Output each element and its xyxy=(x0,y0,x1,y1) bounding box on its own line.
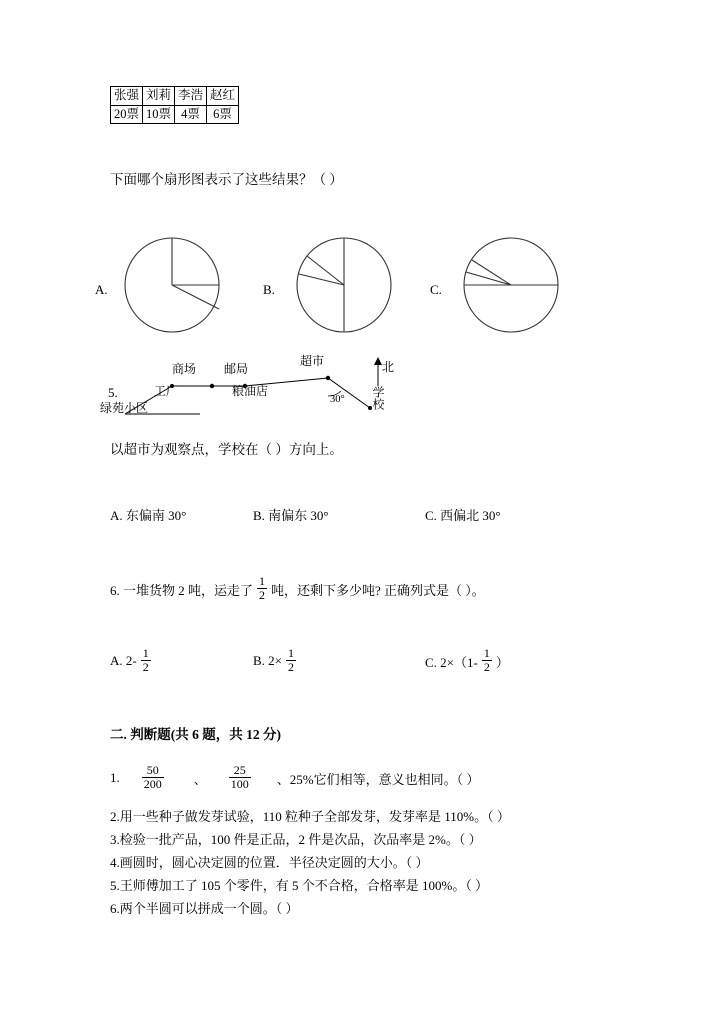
fraction-denominator: 2 xyxy=(142,659,149,674)
direction-question-text: 以超市为观察点，学校在（ ）方向上。 xyxy=(110,442,343,457)
fraction-numerator: 50 xyxy=(146,763,159,777)
map-label-post: 邮局 xyxy=(224,362,249,376)
pie-question-text: 下面哪个扇形图表示了这些结果？（ ） xyxy=(110,172,343,187)
option-c-suffix: ） xyxy=(495,654,509,670)
pie-option-b[interactable] xyxy=(263,230,433,340)
item-1-separator-1: 、 xyxy=(193,771,207,787)
map-label-supermarket: 超市 xyxy=(300,354,325,368)
item-1-fraction-1 xyxy=(142,764,164,790)
map-label-north: 北 xyxy=(382,360,395,374)
fraction-denominator: 200 xyxy=(143,776,162,791)
vote-cell-1: 10票 xyxy=(143,105,175,124)
fraction-numerator: 1 xyxy=(142,646,149,660)
table-row xyxy=(111,105,239,124)
true-false-item-2[interactable]: 2.用一些种子做发芽试验，110 粒种子全部发芽，发芽率是 110%。（ ） xyxy=(110,809,510,824)
pie-chart-a xyxy=(115,230,235,340)
question-6-option-b[interactable] xyxy=(253,648,300,674)
question-6-fraction xyxy=(257,575,267,601)
vote-table xyxy=(110,86,239,124)
question-6-suffix: 吨，还剩下多少吨? 正确列式是（ ）。 xyxy=(271,582,485,598)
direction-option-a[interactable]: A. 东偏南 30° xyxy=(110,508,187,523)
pie-chart-c xyxy=(454,230,574,340)
map-label-community: 绿苑小区 xyxy=(100,401,149,415)
pie-option-c-label: C. xyxy=(430,282,442,297)
map-label-school: 学校 xyxy=(371,386,385,410)
true-false-item-3[interactable]: 3.检验一批产品，100 件是正品，2 件是次品，次品率是 2%。（ ） xyxy=(110,832,482,847)
direction-option-b[interactable]: B. 南偏东 30° xyxy=(253,508,329,523)
question-6-option-c[interactable] xyxy=(425,648,509,674)
map-label-factory: 工厂 xyxy=(154,384,179,398)
fraction-numerator: 25 xyxy=(233,763,246,777)
name-cell-1: 刘莉 xyxy=(143,87,175,106)
question-6 xyxy=(110,576,485,602)
section-2-title: 二. 判断题(共 6 题，共 12 分) xyxy=(110,727,281,742)
vote-cell-2: 4票 xyxy=(175,105,207,124)
direction-option-c[interactable]: C. 西偏北 30° xyxy=(425,508,501,523)
fraction-numerator: 1 xyxy=(483,646,490,660)
map-question-number: 5. xyxy=(108,385,118,400)
fraction-numerator: 1 xyxy=(288,646,295,660)
fraction-denominator: 2 xyxy=(259,587,266,602)
item-1-fraction-2 xyxy=(229,764,251,790)
pie-option-b-label: B. xyxy=(263,282,275,297)
name-cell-0: 张强 xyxy=(111,87,143,106)
pie-chart-b xyxy=(287,230,407,340)
true-false-item-1[interactable] xyxy=(110,765,479,791)
map-label-mall: 商场 xyxy=(172,362,197,376)
option-a-fraction xyxy=(141,647,151,673)
vote-cell-0: 20票 xyxy=(111,105,143,124)
pie-option-c[interactable] xyxy=(430,230,600,340)
option-b-fraction xyxy=(286,647,296,673)
true-false-item-4[interactable]: 4.画圆时，圆心决定圆的位置．半径决定圆的大小。（ ） xyxy=(110,855,429,870)
map-label-angle: 30° xyxy=(330,394,345,405)
option-c-fraction xyxy=(482,647,492,673)
option-c-prefix: C. 2×（1- xyxy=(425,654,478,670)
pie-option-a-label: A. xyxy=(95,282,108,297)
fraction-denominator: 2 xyxy=(483,659,490,674)
pie-options-row xyxy=(95,230,625,340)
map-figure xyxy=(60,352,480,422)
fraction-denominator: 2 xyxy=(288,659,295,674)
true-false-item-6[interactable]: 6.两个半圆可以拼成一个圆。（ ） xyxy=(110,901,299,916)
item-1-tail: 、25%它们相等，意义也相同。（ ） xyxy=(276,771,480,787)
question-6-option-a[interactable] xyxy=(110,648,155,674)
fraction-numerator: 1 xyxy=(259,574,266,588)
option-b-prefix: B. 2× xyxy=(253,653,283,669)
vote-cell-3: 6票 xyxy=(207,105,239,124)
map-label-grain-shop: 粮油店 xyxy=(232,384,269,398)
table-row xyxy=(111,87,239,106)
fraction-denominator: 100 xyxy=(230,776,249,791)
option-a-prefix: A. 2- xyxy=(110,653,137,669)
true-false-item-5[interactable]: 5.王师傅加工了 105 个零件，有 5 个不合格，合格率是 100%。（ ） xyxy=(110,878,489,893)
name-cell-2: 李浩 xyxy=(175,87,207,106)
pie-option-a[interactable] xyxy=(95,230,255,340)
name-cell-3: 赵红 xyxy=(207,87,239,106)
item-1-index: 1. xyxy=(110,770,120,786)
question-6-prefix: 6. 一堆货物 2 吨，运走了 xyxy=(110,582,254,598)
